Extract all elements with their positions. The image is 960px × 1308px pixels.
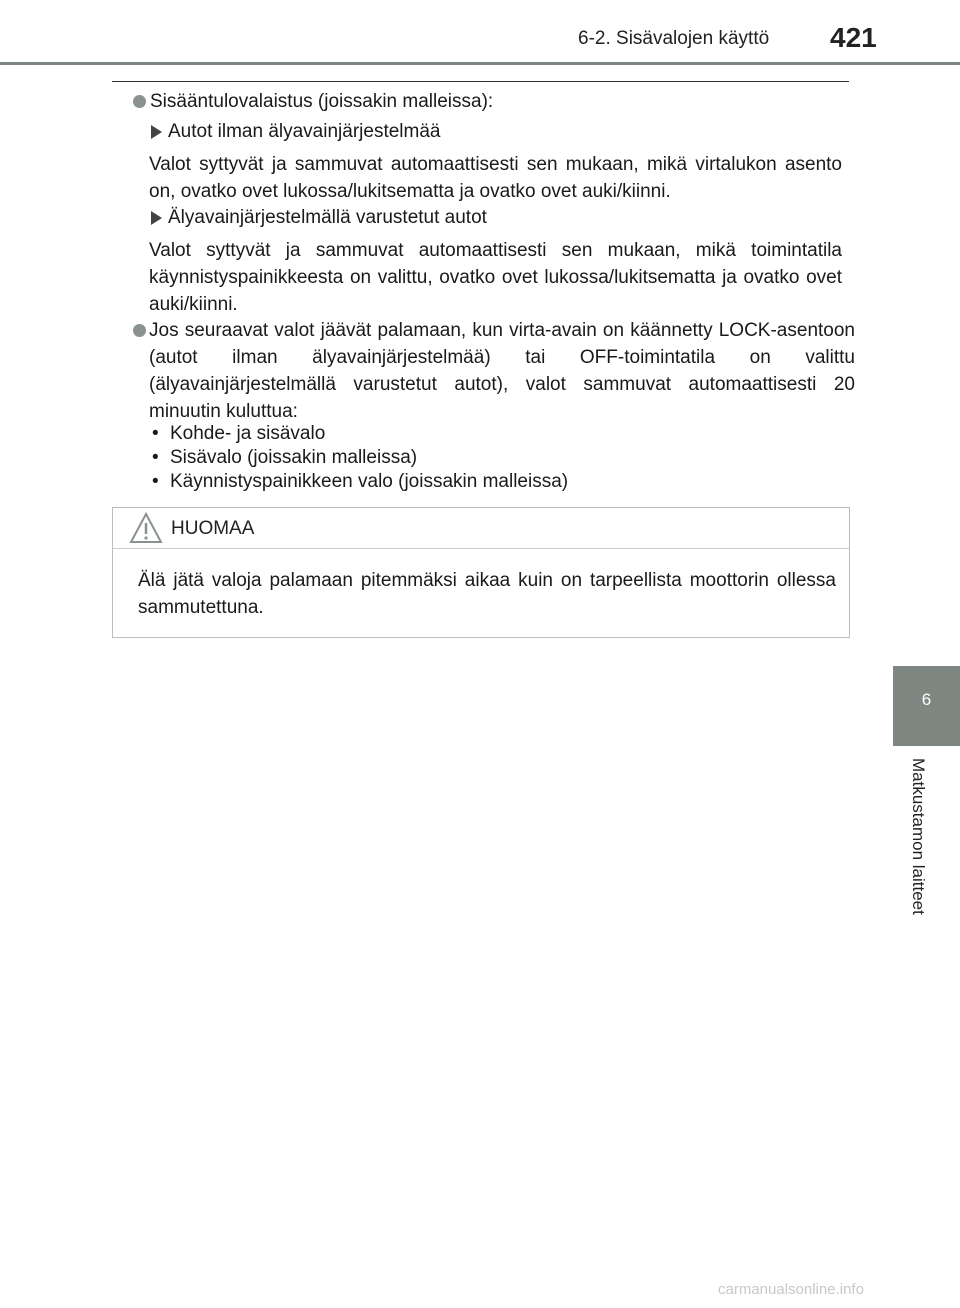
bullet-dot-icon [133, 324, 146, 337]
content-divider [112, 81, 849, 82]
section-title: 6-2. Sisävalojen käyttö [578, 28, 770, 49]
bullet-auto-off: Jos seuraavat valot jäävät palamaan, kun virta-avain on käännetty LOCK-asentoon (autot ilman älyavainjärjestelmää) tai OFF-toimintatila on valittu (älyavainjärjestelmällä varustetut autot), valot sammuvat automaattisesti 20 minuutin kuluttua: [149, 320, 855, 422]
list-item: • Kohde- ja sisävalo [152, 423, 326, 444]
footer-watermark: carmanualsonline.info [718, 1281, 864, 1298]
notice-box [112, 507, 850, 638]
arrow-right-icon [151, 211, 162, 225]
bullet-entry-lighting: Sisääntulovalaistus (joissakin malleissa): [150, 91, 494, 112]
warning-triangle-icon [129, 512, 163, 544]
page-number: 421 [830, 22, 877, 53]
subheading-no-smart-key: Autot ilman älyavainjärjestelmää [168, 121, 441, 142]
chapter-label: Matkustamon laitteet [909, 758, 928, 915]
list-item: • Käynnistyspainikkeen valo (joissakin malleissa) [152, 471, 569, 492]
list-item: • Sisävalo (joissakin malleissa) [152, 447, 418, 468]
paragraph-no-smart-key: Valot syttyvät ja sammuvat automaattisesti sen mukaan, mikä virtalukon asento on, ovatko ovet lukossa/lukitsematta ja ovatko ovet auki/kiinni. [149, 154, 842, 202]
list-item-text: Käynnistyspainikkeen valo (joissakin malleissa) [170, 471, 569, 492]
paragraph-smart-key: Valot syttyvät ja sammuvat automaattisesti sen mukaan, mikä toimintatila käynnistyspainikkeesta on valittu, ovatko ovet lukossa/lukitsematta ja ovatko ovet auki/kiinni. [149, 240, 842, 315]
notice-title: HUOMAA [171, 518, 255, 539]
arrow-right-icon [151, 125, 162, 139]
chapter-tab [893, 666, 960, 746]
bullet-dot-icon [133, 95, 146, 108]
chapter-number: 6 [921, 690, 932, 709]
subheading-smart-key: Älyavainjärjestelmällä varustetut autot [168, 207, 487, 228]
notice-text: Älä jätä valoja palamaan pitemmäksi aikaa kuin on tarpeellista moottorin ollessa sammutettuna. [138, 570, 836, 618]
list-item-text: Kohde- ja sisävalo [170, 423, 326, 444]
list-item-text: Sisävalo (joissakin malleissa) [170, 447, 418, 468]
header-divider [0, 62, 960, 65]
notice-header [113, 508, 849, 549]
